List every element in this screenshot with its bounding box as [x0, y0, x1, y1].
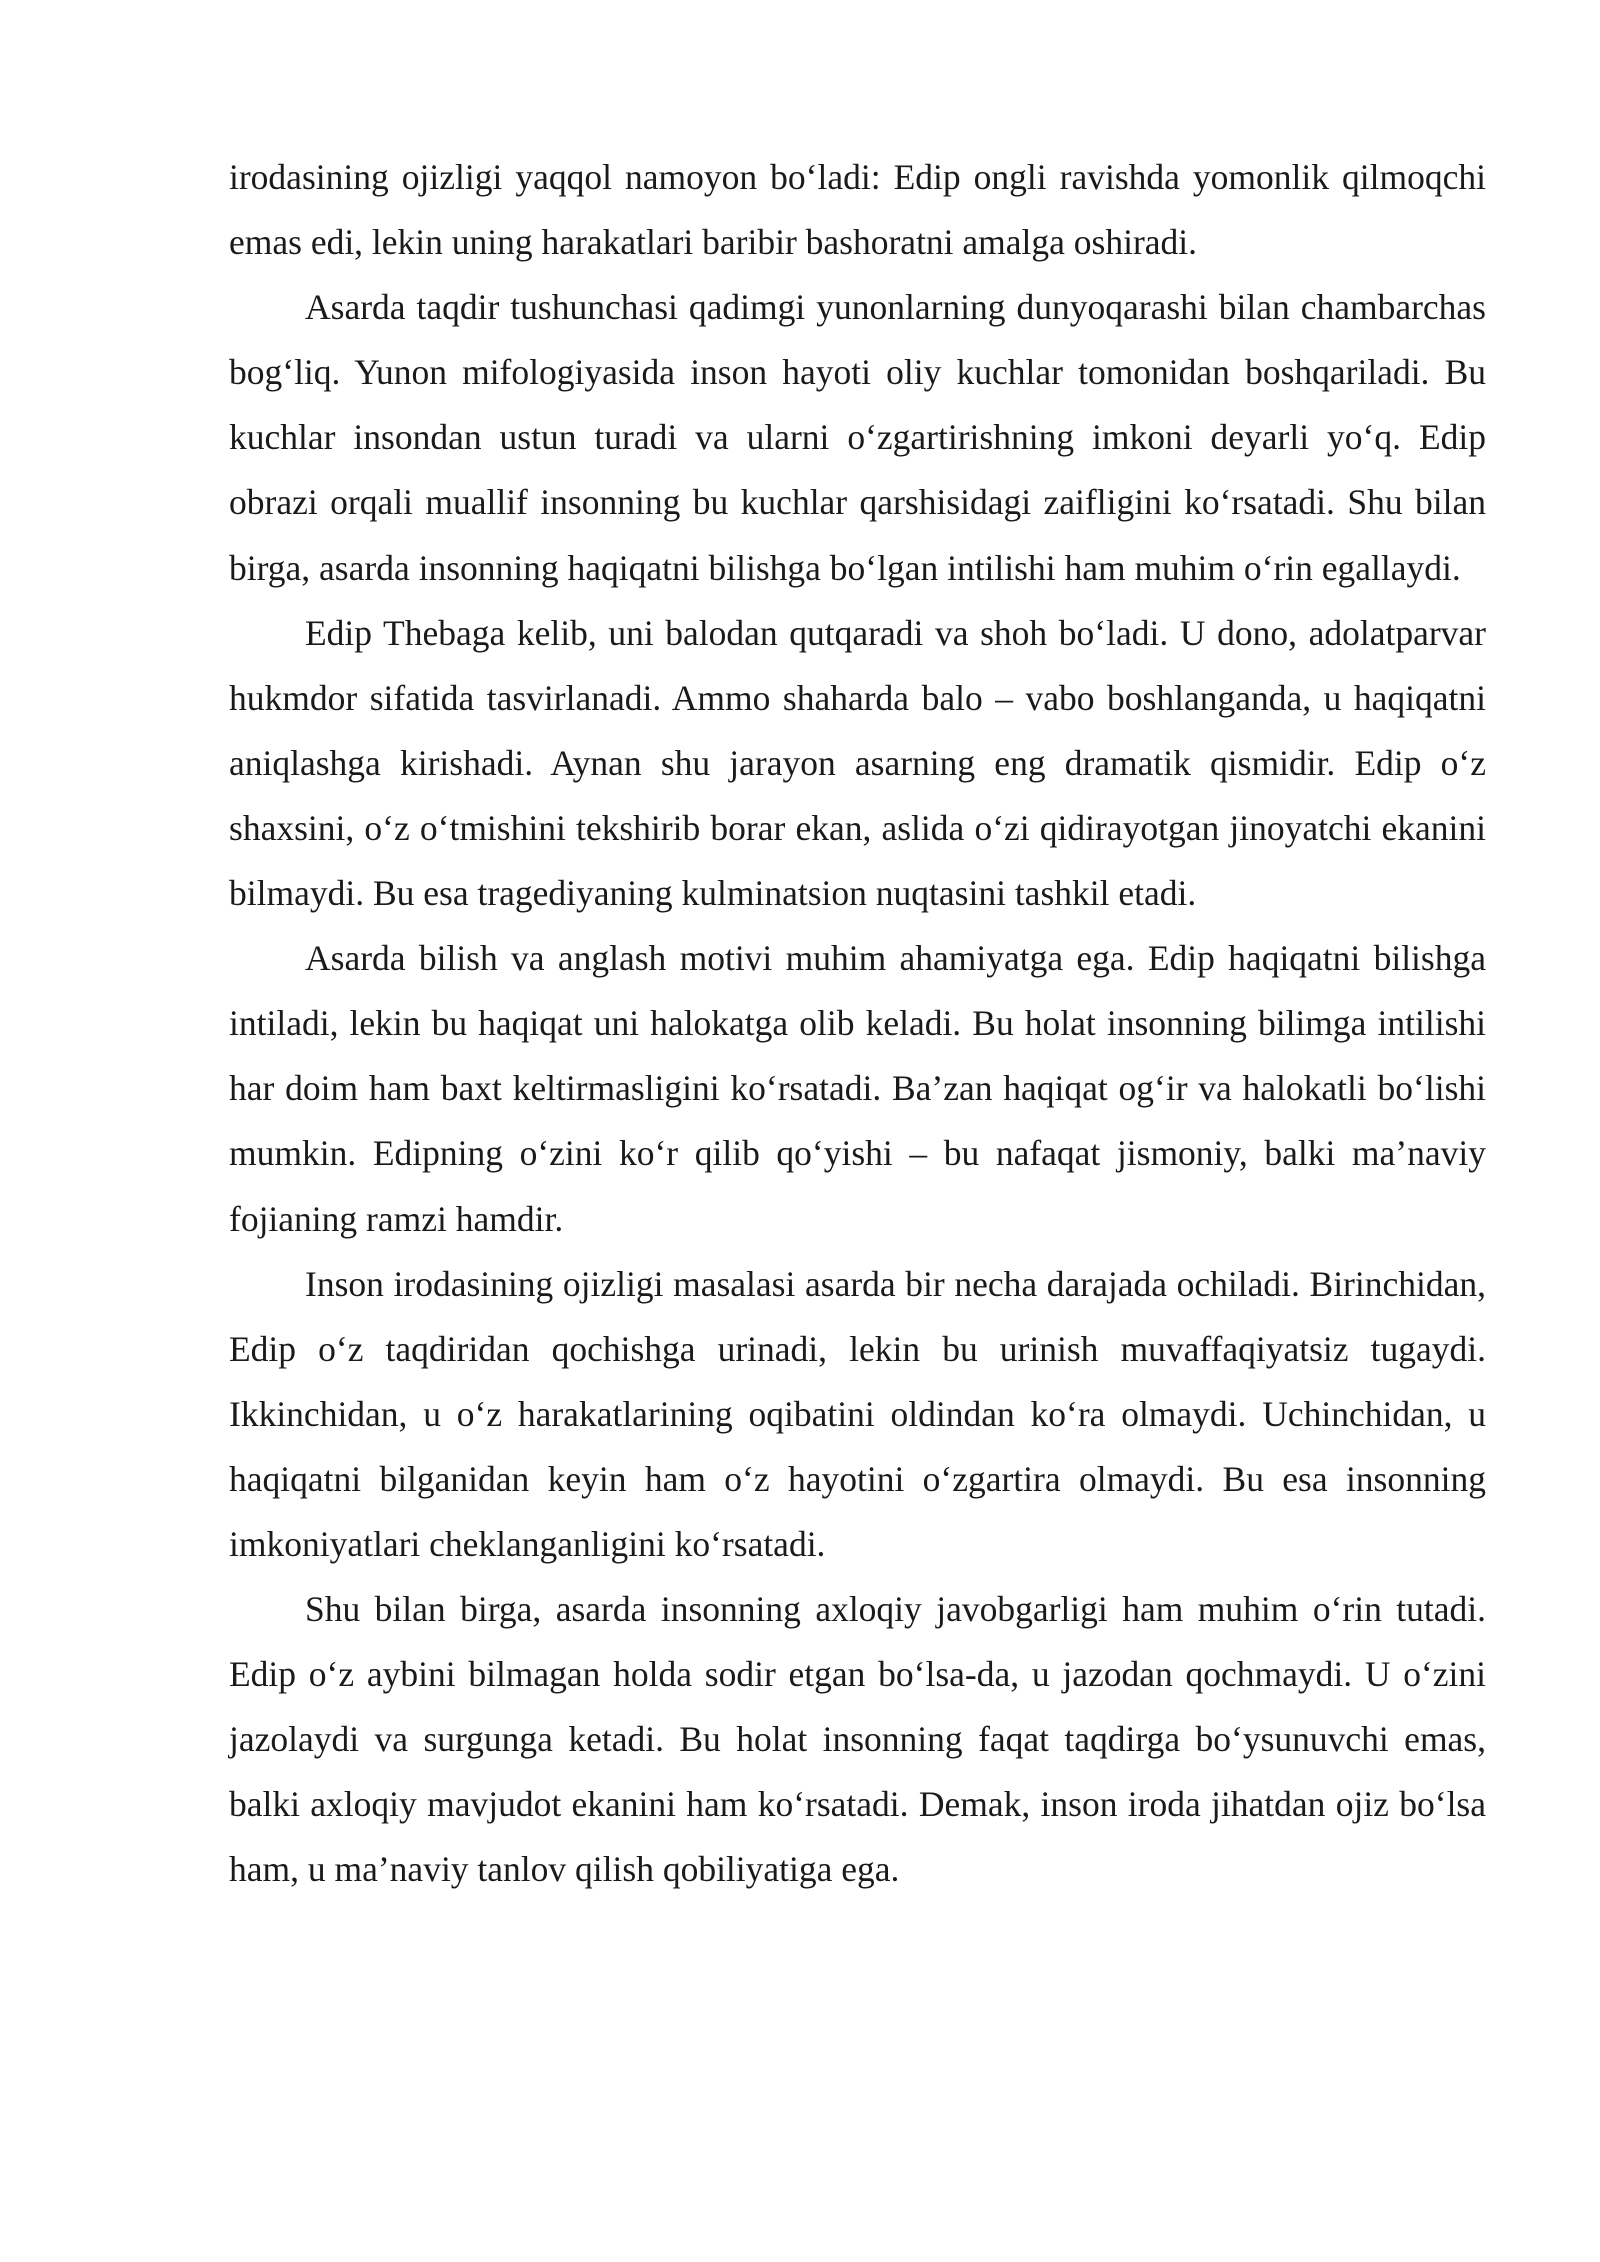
paragraph: Shu bilan birga, asarda insonning axloqiy javobgarligi ham muhim o‘rin tutadi. Edip o‘z aybini bilmagan holda sodir etgan bo‘lsa-da, u jazodan qochmaydi. U o‘zini jazolaydi va surgunga ketadi. Bu holat insonning faqat taqdirga bo‘ysunuvchi emas, balki axloqiy mavjudot ekanini ham ko‘rsatadi. Demak, inson iroda jihatdan ojiz bo‘lsa ham, u ma’naviy tanlov qilish qobiliyatiga ega.: [229, 1589, 1486, 1890]
paragraph-continued: irodasining ojizligi yaqqol namoyon bo‘ladi: Edip ongli ravishda yomonlik qilmoqchi emas edi, lekin uning harakatlari baribir bashoratni amalga oshiradi.: [229, 157, 1486, 263]
paragraph: Asarda bilish va anglash motivi muhim ahamiyatga ega. Edip haqiqatni bilishga intiladi, lekin bu haqiqat uni halokatga olib keladi. Bu holat insonning bilimga intilishi har doim ham baxt keltirmasligini ko‘rsatadi. Ba’zan haqiqat og‘ir va halokatli bo‘lishi mumkin. Edipning o‘zini ko‘r qilib qo‘yishi – bu nafaqat jismoniy, balki ma’naviy fojianing ramzi hamdir.: [229, 938, 1486, 1239]
body-text: [229, 145, 1486, 1903]
paragraph: Asarda taqdir tushunchasi qadimgi yunonlarning dunyoqarashi bilan chambarchas bog‘liq. Yunon mifologiyasida inson hayoti oliy kuchlar tomonidan boshqariladi. Bu kuchlar insondan ustun turadi va ularni o‘zgartirishning imkoni deyarli yo‘q. Edip obrazi orqali muallif insonning bu kuchlar qarshisidagi zaifligini ko‘rsatadi. Shu bilan birga, asarda insonning haqiqatni bilishga bo‘lgan intilishi ham muhim o‘rin egallaydi.: [229, 287, 1486, 588]
paragraph: Edip Thebaga kelib, uni balodan qutqaradi va shoh bo‘ladi. U dono, adolatparvar hukmdor sifatida tasvirlanadi. Ammo shaharda balo – vabo boshlanganda, u haqiqatni aniqlashga kirishadi. Aynan shu jarayon asarning eng dramatik qismidir. Edip o‘z shaxsini, o‘z o‘tmishini tekshirib borar ekan, aslida o‘zi qidirayotgan jinoyatchi ekanini bilmaydi. Bu esa tragediyaning kulminatsion nuqtasini tashkil etadi.: [229, 612, 1486, 914]
paragraph: Inson irodasining ojizligi masalasi asarda bir necha darajada ochiladi. Birinchidan, Edip o‘z taqdiridan qochishga urinadi, lekin bu urinish muvaffaqiyatsiz tugaydi. Ikkinchidan, u o‘z harakatlarining oqibatini oldindan ko‘ra olmaydi. Uchinchidan, u haqiqatni bilganidan keyin ham o‘z hayotini o‘zgartira olmaydi. Bu esa insonning imkoniyatlari cheklanganligini ko‘rsatadi.: [229, 1263, 1486, 1564]
